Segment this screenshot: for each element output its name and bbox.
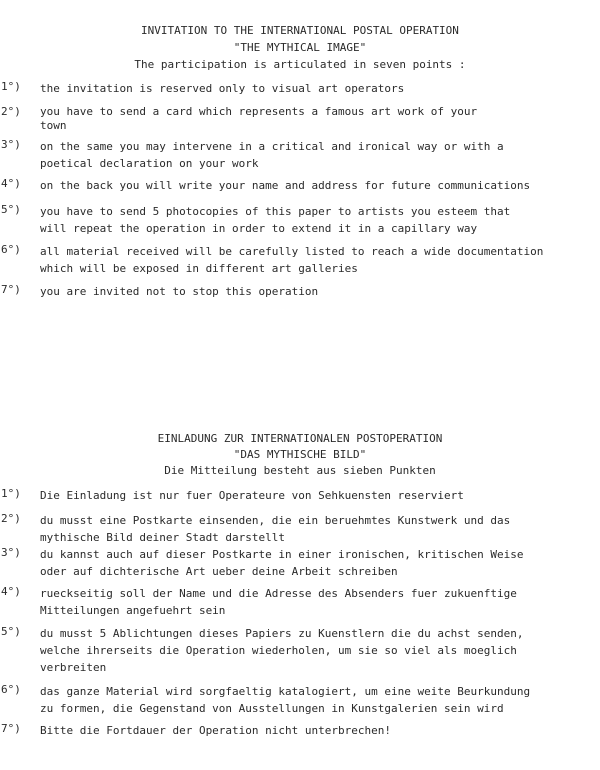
point-text: du musst eine Postkarte einsenden, die ein beruehmtes Kunstwerk und das mythische Bild deiner Stadt darstellt — [40, 514, 511, 544]
point-text: das ganze Material wird sorgfaeltig katalogiert, um eine weite Beurkundung zu formen, die Gegenstand von Ausstellungen in Kunstgalerien sein wird — [40, 685, 531, 715]
point-text: you are invited not to stop this operation — [40, 285, 319, 298]
point-number: 3°) — [1, 138, 21, 151]
point-text: you have to send 5 photocopies of this paper to artists you esteem that will repeat the operation in order to extend it in a capillary way — [40, 205, 511, 235]
point-number: 2°) — [1, 512, 21, 525]
point-text: du kannst auch auf dieser Postkarte in einer ironischen, kritischen Weise oder auf dichterische Art ueber deine Arbeit schreiben — [40, 548, 524, 578]
point-number: 4°) — [1, 177, 21, 190]
german-intro: Die Mitteilung besteht aus sieben Punkten — [164, 464, 436, 477]
point-text: on the back you will write your name and address for future communications — [40, 179, 531, 192]
point-text: Bitte die Fortdauer der Operation nicht unterbrechen! — [40, 724, 391, 737]
german-subtitle: "DAS MYTHISCHE BILD" — [233, 448, 367, 461]
german-title: EINLADUNG ZUR INTERNATIONALEN POSTOPERATION — [157, 432, 443, 445]
point-number: 7°) — [1, 283, 21, 296]
point-number: 4°) — [1, 585, 21, 598]
point-number: 6°) — [1, 683, 21, 696]
point-text: on the same you may intervene in a critical and ironical way or with a poetical declaration on your work — [40, 140, 504, 170]
point-number: 5°) — [1, 625, 21, 638]
point-number: 6°) — [1, 243, 21, 256]
point-number: 3°) — [1, 546, 21, 559]
point-number: 2°) — [1, 105, 21, 118]
point-number: 1°) — [1, 80, 21, 93]
point-number: 1°) — [1, 487, 21, 500]
english-subtitle: "THE MYTHICAL IMAGE" — [233, 41, 367, 54]
point-text: du musst 5 Ablichtungen dieses Papiers zu Kuenstlern die du achst senden, welche ihrerseits die Operation wiederholen, um sie so viel als moeglich verbreiten — [40, 627, 524, 674]
point-text: rueckseitig soll der Name und die Adresse des Absenders fuer zukuenftige Mitteilungen angefuehrt sein — [40, 587, 517, 617]
english-title: INVITATION TO THE INTERNATIONAL POSTAL OPERATION — [141, 24, 459, 37]
point-text: you have to send a card which represents a famous art work of your town — [40, 105, 478, 132]
point-text: Die Einladung ist nur fuer Operateure von Sehkuensten reserviert — [40, 489, 464, 502]
english-intro: The participation is articulated in seven points : — [134, 58, 466, 71]
point-number: 5°) — [1, 203, 21, 216]
point-text: all material received will be carefully listed to reach a wide documentation which will be exposed in different art galleries — [40, 245, 544, 275]
point-text: the invitation is reserved only to visual art operators — [40, 82, 405, 95]
point-number: 7°) — [1, 722, 21, 735]
